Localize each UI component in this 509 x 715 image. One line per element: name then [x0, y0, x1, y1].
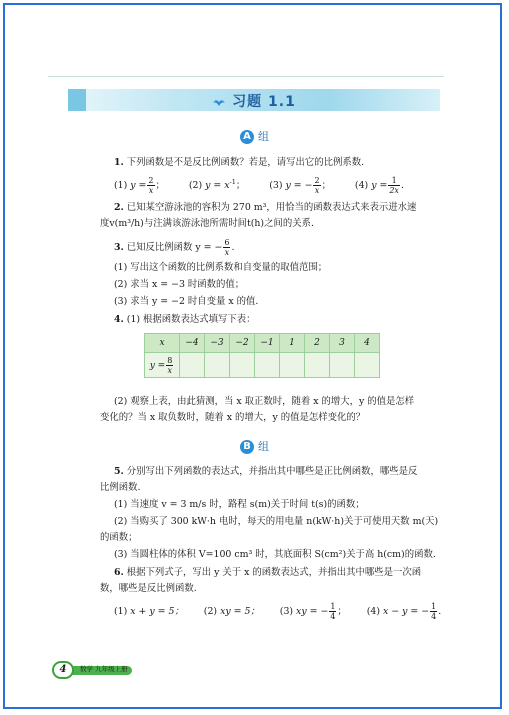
- q5-line1: [114, 465, 417, 478]
- q1-options: [114, 176, 404, 195]
- q2-number: 2.: [114, 202, 124, 213]
- q5-line2: 比例函数.: [100, 482, 141, 493]
- header-rule: [48, 76, 444, 77]
- q1-number: 1.: [114, 157, 124, 168]
- table-cell: −1: [255, 334, 280, 353]
- q1-opt2: (2) $y = x^{-1}$；: [188, 178, 246, 192]
- table-cell-empty[interactable]: [205, 353, 230, 378]
- q1-opt1: (1) y = $\frac{2}{x}$ ；: [114, 176, 165, 196]
- q1-stem: [114, 156, 364, 169]
- q2-line2: 度v(m³/h)与注满该游泳池所需时间t(h)之间的关系.: [100, 218, 314, 229]
- exercise-title-bar: [68, 89, 440, 111]
- q4-sub2-line1: (2) 观察上表，由此猜测，当 x 取正数时，随着 x 的增大，y 的值是怎样: [114, 396, 415, 407]
- q5-sub3: (3) 当圆柱体的体积 V=100 cm³ 时，其底面积 S(cm²)关于高 h(cm)的函数.: [114, 549, 436, 560]
- value-table: [144, 333, 380, 378]
- q6-number: 6.: [114, 567, 124, 578]
- group-a-heading: [0, 128, 509, 144]
- q5-number: 5.: [114, 466, 124, 477]
- q4-sub2-line2: 变化的？当 x 取负数时，随着 x 的增大，y 的值是怎样变化的？: [100, 412, 366, 423]
- table-row: [145, 353, 380, 378]
- q4-text: (1) 根据函数表达式填写下表：: [126, 314, 256, 325]
- q2-text-1: 已知某空游泳池的容积为 270 m³，用恰当的函数表达式来表示进水速: [126, 202, 417, 213]
- q6-opt3: (3) xy = − $\frac{1}{4}$ ；: [279, 602, 347, 621]
- table-cell: 1: [280, 334, 305, 353]
- q3-number: 3.: [114, 242, 124, 253]
- exercise-title: [68, 91, 440, 111]
- table-cell-empty[interactable]: [305, 353, 330, 378]
- table-cell-empty[interactable]: [330, 353, 355, 378]
- q5-sub1: (1) 当速度 v = 3 m/s 时，路程 s(m)关于时间 t(s)的函数；: [114, 499, 365, 510]
- table-cell: −4: [180, 334, 205, 353]
- page-footer: [52, 661, 212, 679]
- q3-stem: 3. 已知反比例函数 y = − $\frac{6}{x}$ .: [114, 238, 235, 257]
- group-a-badge: A: [240, 130, 254, 144]
- table-cell-empty[interactable]: [255, 353, 280, 378]
- table-cell: x: [145, 334, 180, 353]
- table-row-label: y = $\frac{8}{x}$: [145, 353, 180, 378]
- q6-opt1: (1) x + y = 5；: [114, 606, 184, 617]
- q1-text: 下列函数是不是反比例函数？若是，请写出它的比例系数.: [126, 157, 365, 168]
- table-cell: 4: [355, 334, 380, 353]
- page-number: 4: [52, 661, 74, 679]
- table-cell: 2: [305, 334, 330, 353]
- q4-number: 4.: [114, 314, 124, 325]
- q6-line2: 数，哪些是反比例函数.: [100, 583, 197, 594]
- q3-sub2: (2) 求当 x = −3 时函数的值；: [114, 279, 245, 290]
- group-b-label: 组: [258, 440, 269, 453]
- q6-opt4: (4) x − y = − $\frac{1}{4}$ .: [366, 602, 442, 621]
- q6-opt2: (2) xy = 5；: [203, 606, 260, 617]
- q5-text-1: 分别写出下列函数的表达式，并指出其中哪些是正比例函数，哪些是反: [126, 466, 418, 477]
- table-cell-empty[interactable]: [355, 353, 380, 378]
- q6-options: [114, 602, 441, 621]
- q5-sub2-line1: (2) 当购买了 300 kW·h 电时，每天的用电量 n(kW·h)关于可使用天数 m(天): [114, 516, 439, 527]
- q3-sub1: (1) 写出这个函数的比例系数和自变量的取值范围；: [114, 262, 328, 273]
- q6-line1: [114, 566, 421, 579]
- q3-sub3: (3) 求当 y = −2 时自变量 x 的值.: [114, 296, 259, 307]
- q5-sub2-line2: 的函数；: [100, 532, 138, 543]
- table-cell: −2: [230, 334, 255, 353]
- q3-text: 已知反比例函数 y = −: [126, 242, 223, 253]
- table-cell: 3: [330, 334, 355, 353]
- group-b-heading: [0, 438, 509, 454]
- group-b-badge: B: [240, 440, 254, 454]
- bird-icon: [212, 98, 226, 107]
- exercise-title-text: 习题 1.1: [232, 94, 296, 110]
- table-cell-empty[interactable]: [180, 353, 205, 378]
- table-cell-empty[interactable]: [230, 353, 255, 378]
- book-title: 数学 九年级上册: [80, 665, 128, 673]
- q6-text-1: 根据下列式子，写出 y 关于 x 的函数表达式，并指出其中哪些是一次函: [126, 567, 422, 578]
- q1-opt3: (3) y = − $\frac{2}{x}$ ；: [269, 176, 331, 196]
- table-cell-empty[interactable]: [280, 353, 305, 378]
- table-header-row: [145, 334, 380, 353]
- table-cell: −3: [205, 334, 230, 353]
- q1-opt4: (4) y = $\frac{1}{2x}$ .: [354, 176, 404, 196]
- q2-line1: [114, 201, 416, 214]
- group-a-label: 组: [258, 130, 269, 143]
- q4-stem: [114, 313, 256, 326]
